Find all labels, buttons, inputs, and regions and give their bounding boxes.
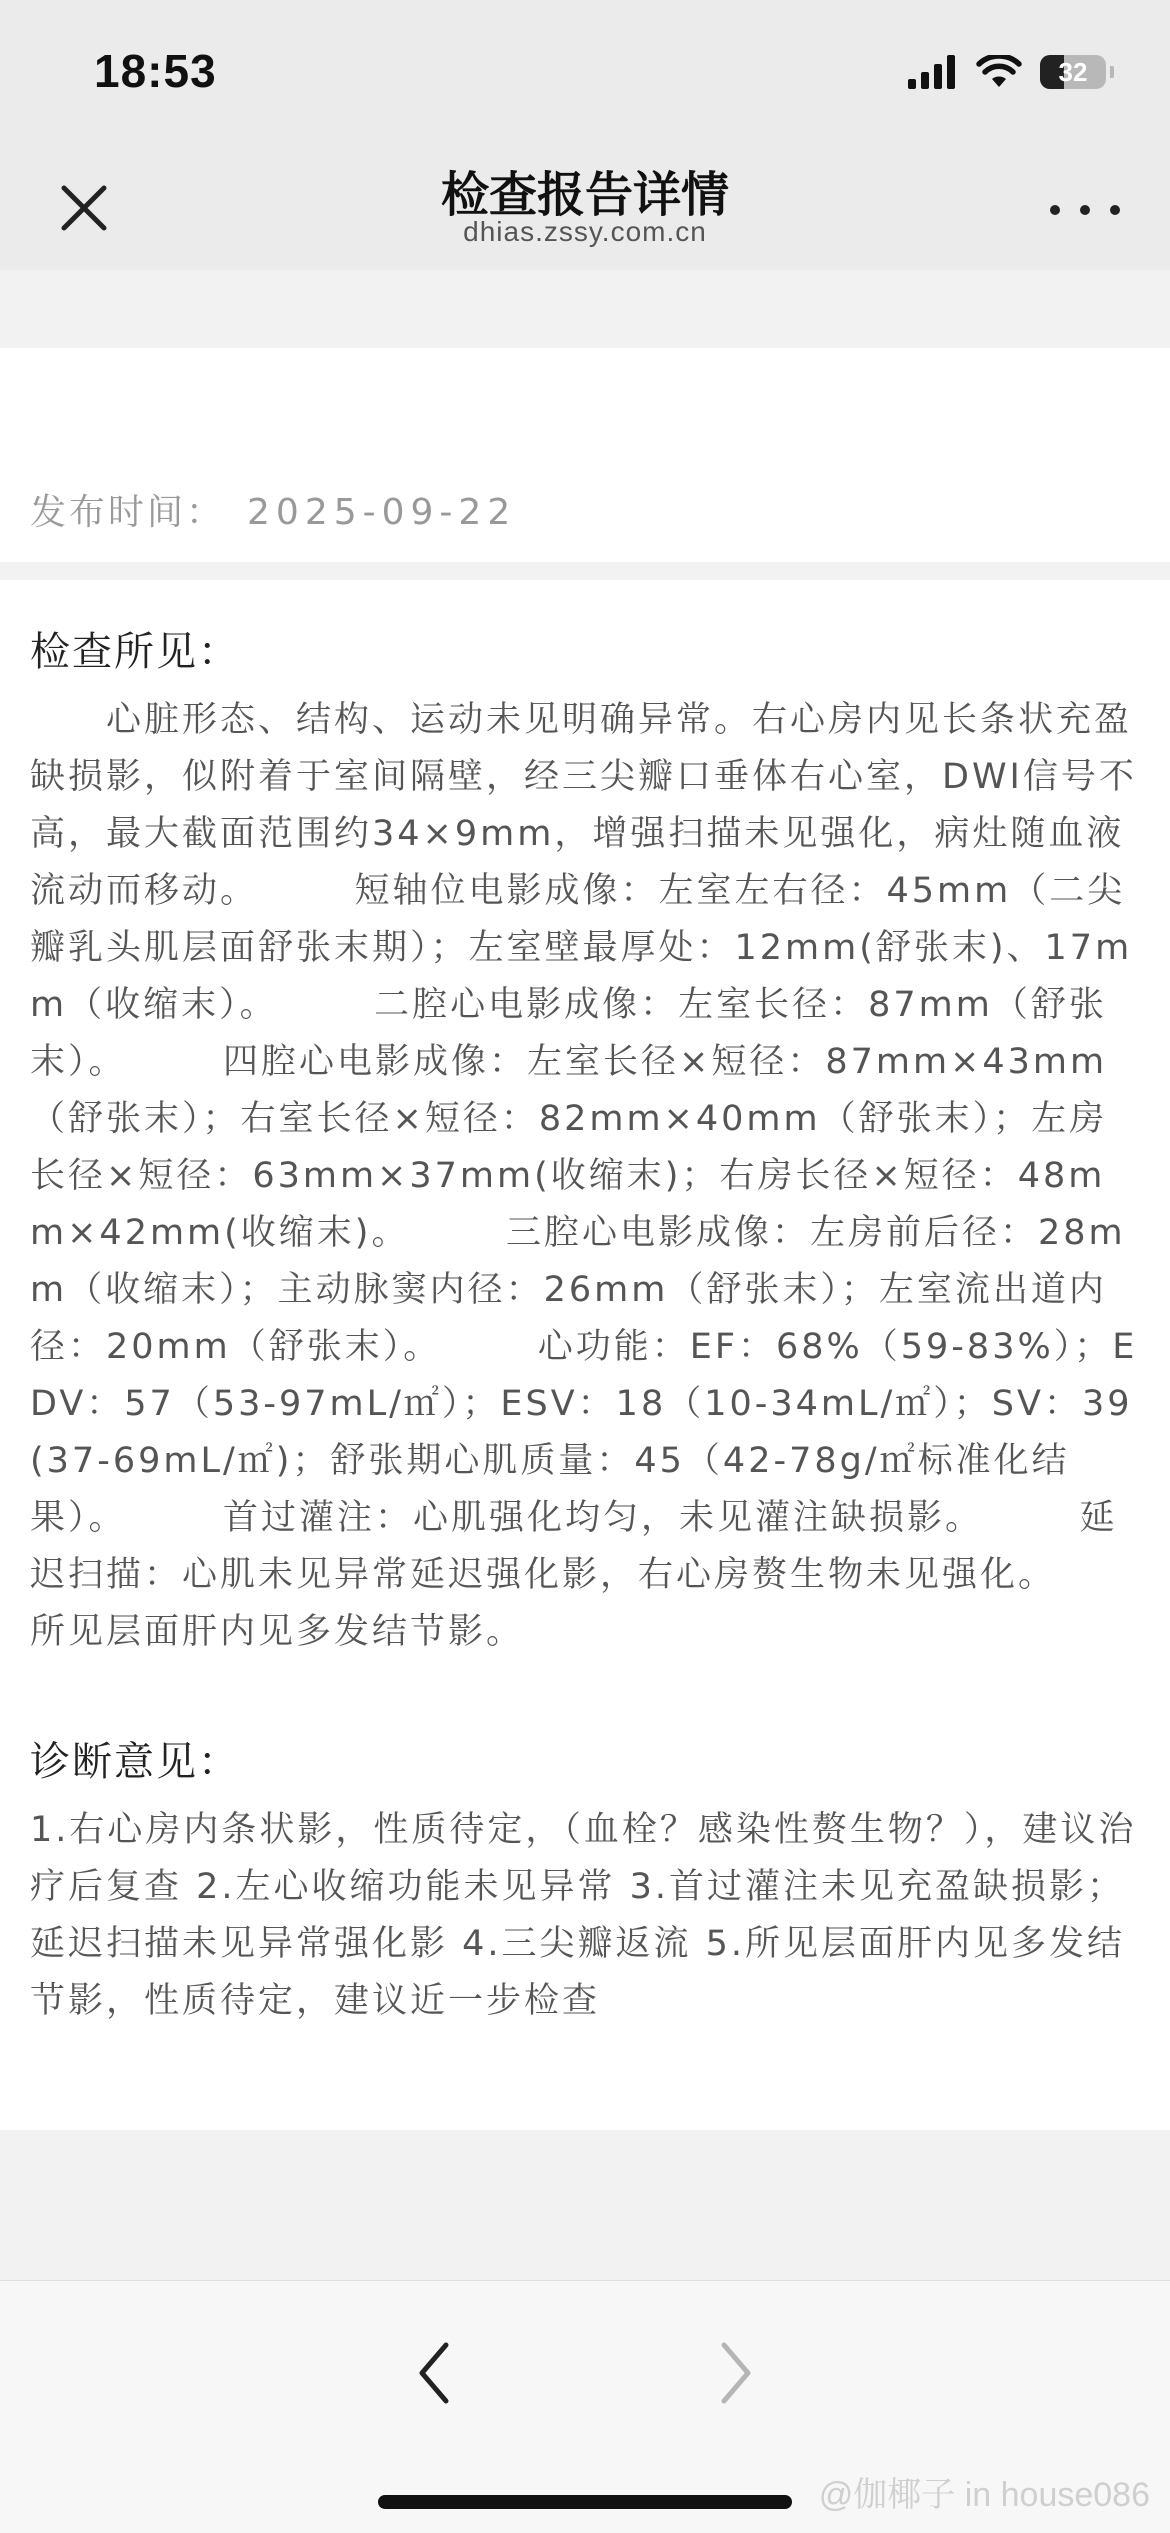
chevron-left-icon[interactable] bbox=[408, 2337, 460, 2409]
nav-bar bbox=[0, 150, 1170, 270]
diagnosis-text: 1.右心房内条状影，性质待定，（血栓？感染性赘生物？），建议治疗后复查 2.左心收缩功能未见异常 3.首过灌注未见充盈缺损影；延迟扫描未见异常强化影 4.三尖瓣返流 5.所见层面肝内见多发结节影，性质待定，建议近一步检查 bbox=[30, 1810, 1137, 2021]
status-time: 18:53 bbox=[94, 45, 217, 97]
publish-date: 2025-09-22 bbox=[247, 492, 517, 533]
wifi-icon bbox=[976, 55, 1022, 89]
cellular-signal-icon bbox=[908, 55, 958, 89]
battery-tip bbox=[1110, 66, 1114, 78]
page-domain: dhias.zssy.com.cn bbox=[463, 216, 707, 247]
battery-icon bbox=[1040, 55, 1106, 89]
report-card bbox=[0, 580, 1170, 2130]
publish-line bbox=[30, 484, 516, 535]
more-dots-icon[interactable] bbox=[1050, 190, 1120, 230]
status-bar bbox=[0, 0, 1170, 150]
home-indicator[interactable] bbox=[378, 2495, 792, 2509]
publish-label: 发布时间： bbox=[30, 492, 226, 533]
status-icons bbox=[908, 52, 1114, 92]
battery-level: 32 bbox=[1058, 56, 1088, 87]
chevron-right-icon bbox=[710, 2337, 762, 2409]
separator-strip bbox=[0, 270, 1170, 348]
publish-card bbox=[0, 348, 1170, 562]
diagnosis-heading: 诊断意见： bbox=[30, 1739, 240, 1785]
browser-bottom-bar bbox=[0, 2280, 1170, 2533]
findings-text: 心脏形态、结构、运动未见明确异常。右心房内见长条状充盈缺损影，似附着于室间隔壁，经三尖瓣口垂体右心室，DWI信号不高，最大截面范围约34×9mm，增强扫描未见强化，病灶随血液流动而移动。 短轴位电影成像：左室左右径：45mm（二尖瓣乳头肌层面舒张末期）；左室壁最厚处：12mm(舒张末)、17mm（收缩末）。 二腔心电影成像：左室长径：87mm（舒张末）。 四腔心电影成像：左室长径×短径：87mm×43mm（舒张末）；右室长径×短径：82mm×40mm（舒张末）；左房长径×短径：63mm×37mm(收缩末)；右房长径×短径：48mm×42mm(收缩末)。 三腔心电影成像：左房前后径：28mm（收缩末）；主动脉窦内径：26mm（舒张末）；左室流出道内径：20mm（舒张末）。 心功能：EF：68%（59-83%）；EDV：57（53-97mL/㎡）；ESV：18（10-34mL/㎡）；SV：39(37-69mL/㎡)；舒张期心肌质量：45（42-78g/㎡标准化结果）。 首过灌注：心肌强化均匀，未见灌注缺损影。 延迟扫描：心肌未见异常延迟强化影，右心房赘生物未见强化。 所见层面肝内见多发结节影。 bbox=[30, 700, 1153, 1652]
watermark: @伽椰子 in house086 bbox=[818, 2476, 1150, 2514]
findings-heading: 检查所见： bbox=[30, 629, 240, 675]
page-title: 检查报告详情 bbox=[440, 167, 729, 223]
